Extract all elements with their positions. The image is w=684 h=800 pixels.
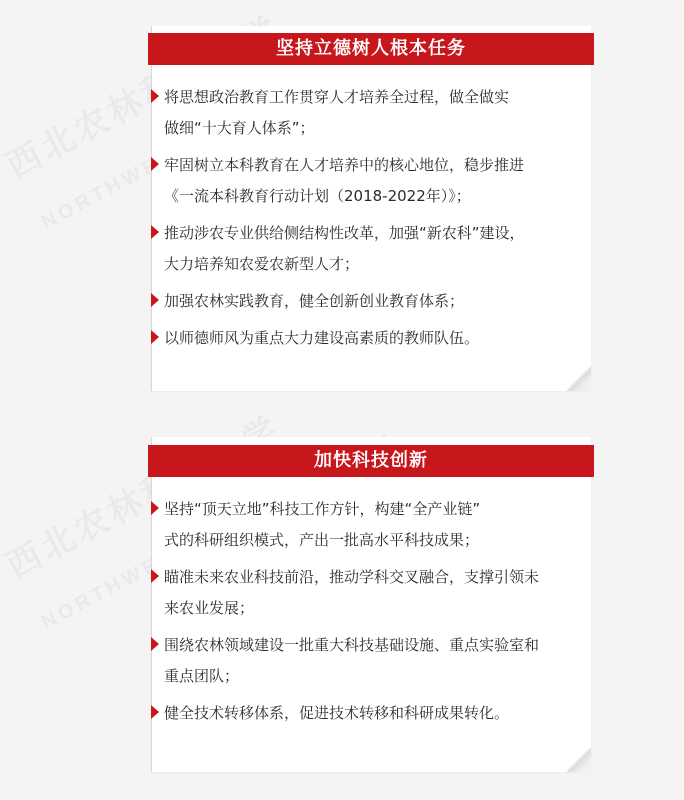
- item-text: 《一流本科教育行动计划（2018-2022年）》；: [164, 187, 471, 205]
- page-curl-decoration: [567, 748, 591, 772]
- list-item: [151, 630, 581, 692]
- list-item: [151, 562, 581, 624]
- item-text: 加强农林实践教育，健全创新创业教育体系；: [164, 292, 465, 310]
- list-item: [151, 150, 581, 212]
- item-text: 来农业发展；: [164, 599, 255, 617]
- section-list-1: [151, 82, 581, 360]
- list-item: [151, 82, 581, 144]
- item-text: 式的科研组织模式，产出一批高水平科技成果；: [164, 531, 480, 549]
- item-text: 瞄准未来农业科技前沿，推动学科交叉融合，支撑引领未: [164, 568, 540, 586]
- arrow-bullet-icon: [151, 637, 159, 651]
- item-text: 以师德师风为重点大力建设高素质的教师队伍。: [164, 329, 480, 347]
- arrow-bullet-icon: [151, 89, 159, 103]
- list-item: [151, 286, 581, 317]
- item-text: 牢固树立本科教育在人才培养中的核心地位，稳步推进: [164, 156, 525, 174]
- item-text: 围绕农林领域建设一批重大科技基础设施、重点实验室和: [164, 636, 540, 654]
- item-text: 重点团队；: [164, 667, 240, 685]
- page-curl-decoration: [567, 367, 591, 391]
- list-item: [151, 494, 581, 556]
- arrow-bullet-icon: [151, 157, 159, 171]
- arrow-bullet-icon: [151, 225, 159, 239]
- arrow-bullet-icon: [151, 569, 159, 583]
- section-title-banner-2: 加快科技创新: [148, 445, 594, 477]
- item-text: 将思想政治教育工作贯穿人才培养全过程，做全做实: [164, 88, 510, 106]
- item-text: 做细“十大育人体系”；: [164, 119, 315, 137]
- item-text: 坚持“顶天立地”科技工作方针，构建“全产业链”: [164, 500, 481, 518]
- arrow-bullet-icon: [151, 705, 159, 719]
- item-text: 大力培养知农爱农新型人才；: [164, 255, 360, 273]
- arrow-bullet-icon: [151, 293, 159, 307]
- list-item: [151, 698, 581, 729]
- item-text: 推动涉农专业供给侧结构性改革，加强“新农科”建设，: [164, 224, 525, 242]
- arrow-bullet-icon: [151, 501, 159, 515]
- list-item: [151, 323, 581, 354]
- item-text: 健全技术转移体系，促进技术转移和科研成果转化。: [164, 704, 510, 722]
- list-item: [151, 218, 581, 280]
- arrow-bullet-icon: [151, 330, 159, 344]
- section-title-banner-1: 坚持立德树人根本任务: [148, 33, 594, 65]
- section-list-2: [151, 494, 581, 735]
